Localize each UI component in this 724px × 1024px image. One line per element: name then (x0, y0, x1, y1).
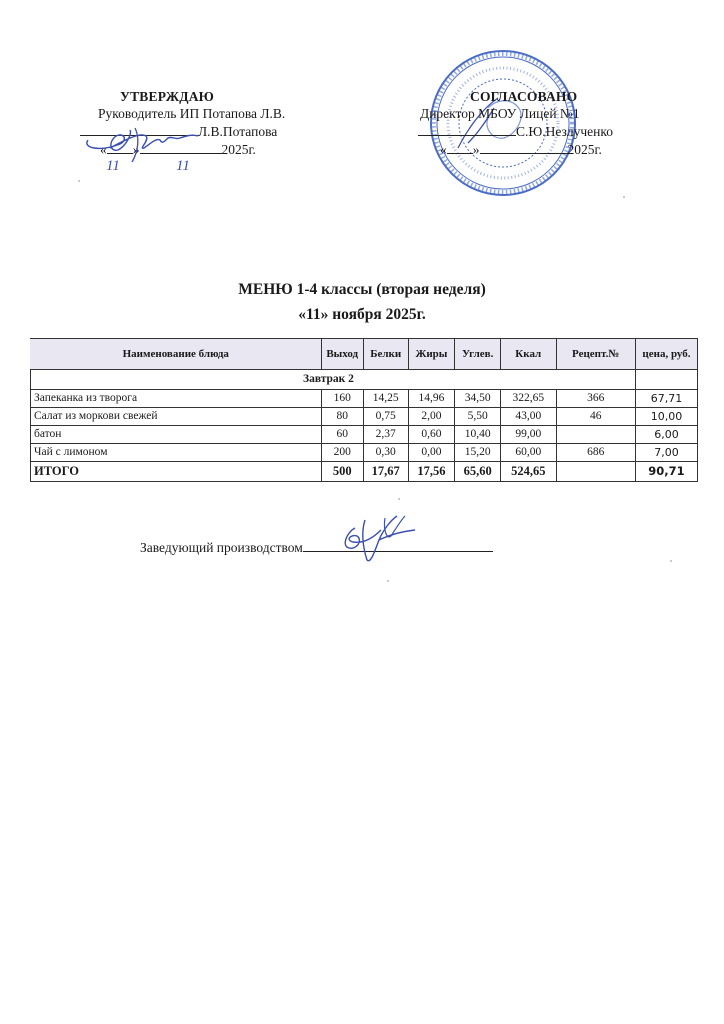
approval-left-title: УТВЕРЖДАЮ (120, 89, 215, 104)
section-price-cell (635, 370, 697, 390)
dish-fat: 2,00 (408, 408, 455, 426)
dish-protein: 14,25 (363, 390, 408, 408)
scan-speck (387, 580, 389, 582)
dish-price: 7,00 (635, 444, 697, 462)
dish-kcal: 322,65 (501, 390, 556, 408)
table-row (31, 444, 698, 462)
column-header-price: цена, руб. (635, 339, 697, 370)
scan-speck (398, 498, 400, 500)
date-quote-open: « (440, 142, 447, 157)
table-row (31, 426, 698, 444)
date-quote-close: » (472, 142, 480, 157)
approval-right-signature-line (418, 122, 688, 140)
dish-price: 67,71 (635, 390, 697, 408)
production-manager-signature (140, 538, 493, 556)
dish-fat: 14,96 (408, 390, 455, 408)
section-label: Завтрак 2 (31, 370, 636, 390)
table-row (31, 408, 698, 426)
total-kcal: 524,65 (501, 462, 556, 482)
dish-carbs: 34,50 (455, 390, 501, 408)
column-header-recipe: Рецепт.№ (556, 339, 635, 370)
total-price: 90,71 (635, 462, 697, 482)
approval-right-title: СОГЛАСОВАНО (470, 89, 578, 104)
signature-underline (303, 538, 493, 552)
dish-output: 80 (321, 408, 363, 426)
date-quote-open: « (100, 142, 107, 157)
dish-recipe: 686 (556, 444, 635, 462)
section-row (31, 370, 698, 390)
dish-kcal: 43,00 (501, 408, 556, 426)
approval-right-name: С.Ю.Незлученко (516, 124, 613, 139)
dish-fat: 0,60 (408, 426, 455, 444)
date-month-blank (480, 140, 568, 154)
scan-speck (623, 196, 625, 198)
dish-kcal: 99,00 (501, 426, 556, 444)
dish-kcal: 60,00 (501, 444, 556, 462)
production-manager-label: Заведующий производством (140, 540, 303, 555)
handwritten-month: 11 (176, 158, 190, 173)
dish-carbs: 10,40 (455, 426, 501, 444)
handwritten-day: 11 (106, 158, 120, 173)
table-header-row (31, 339, 698, 370)
menu-date: «11» ноября 2025г. (298, 306, 426, 323)
dish-recipe (556, 426, 635, 444)
total-label: ИТОГО (31, 462, 322, 482)
approval-left-date (80, 140, 340, 158)
date-year: 2025г. (567, 142, 602, 157)
dish-name: Запеканка из творога (31, 390, 322, 408)
page-title: МЕНЮ 1-4 классы (вторая неделя) (238, 281, 486, 298)
total-output: 500 (321, 462, 363, 482)
dish-protein: 0,30 (363, 444, 408, 462)
approval-block-left (80, 88, 340, 158)
column-header-fat: Жиры (408, 339, 455, 370)
approval-left-position: Руководитель ИП Потапова Л.В. (98, 106, 286, 121)
dish-name: Чай с лимоном (31, 444, 322, 462)
column-header-output: Выход (321, 339, 363, 370)
signature-underline (80, 122, 198, 136)
dish-price: 10,00 (635, 408, 697, 426)
dish-recipe: 46 (556, 408, 635, 426)
dish-output: 200 (321, 444, 363, 462)
column-header-protein: Белки (363, 339, 408, 370)
scan-speck (670, 560, 672, 562)
column-header-kcal: Ккал (501, 339, 556, 370)
approval-right-position: Директор МБОУ Лицей №1 (420, 106, 580, 121)
column-header-carbs: Углев. (455, 339, 501, 370)
date-day-blank (107, 140, 133, 154)
dish-name: батон (31, 426, 322, 444)
date-quote-close: » (132, 142, 140, 157)
approval-right-date (418, 140, 688, 158)
dish-recipe: 366 (556, 390, 635, 408)
dish-name: Салат из моркови свежей (31, 408, 322, 426)
dish-protein: 0,75 (363, 408, 408, 426)
dish-price: 6,00 (635, 426, 697, 444)
dish-protein: 2,37 (363, 426, 408, 444)
signature-underline (418, 122, 516, 136)
approval-block-right (418, 88, 688, 158)
approval-left-name: Л.В.Потапова (198, 124, 278, 139)
total-carbs: 65,60 (455, 462, 501, 482)
dish-carbs: 5,50 (455, 408, 501, 426)
dish-fat: 0,00 (408, 444, 455, 462)
table-row (31, 390, 698, 408)
dish-output: 60 (321, 426, 363, 444)
total-fat: 17,56 (408, 462, 455, 482)
menu-table (30, 338, 698, 482)
date-year: 2025г. (221, 142, 256, 157)
column-header-dish: Наименование блюда (31, 339, 322, 370)
dish-carbs: 15,20 (455, 444, 501, 462)
date-month-blank (140, 140, 222, 154)
total-recipe (556, 462, 635, 482)
approval-left-signature-line (80, 122, 340, 140)
date-day-blank (447, 140, 473, 154)
total-row (31, 462, 698, 482)
total-protein: 17,67 (363, 462, 408, 482)
scan-speck (78, 180, 80, 182)
dish-output: 160 (321, 390, 363, 408)
